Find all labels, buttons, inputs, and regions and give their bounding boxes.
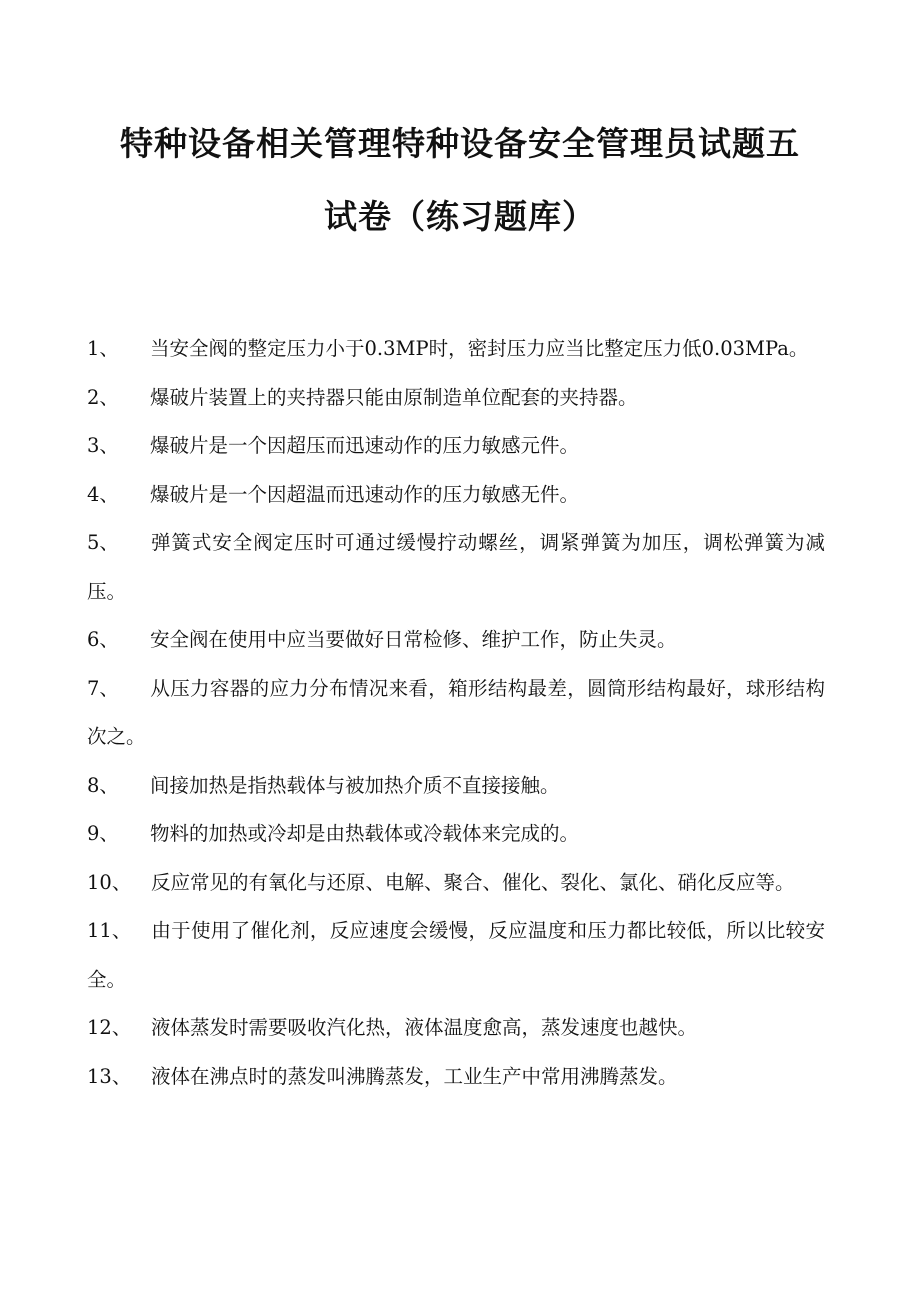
question-number: 4、 bbox=[87, 482, 119, 506]
question-item bbox=[87, 422, 825, 471]
question-text: 爆破片是一个因超压而迅速动作的压力敏感元件。 bbox=[150, 434, 580, 457]
question-number: 3、 bbox=[87, 434, 119, 457]
question-item bbox=[87, 1053, 825, 1102]
question-text: 由于使用了催化剂，反应速度会缓慢，反应温度和压力都比较低，所以比较安全。 bbox=[87, 919, 825, 991]
question-item bbox=[87, 374, 825, 423]
question-text: 间接加热是指热载体与被加热介质不直接接触。 bbox=[150, 773, 560, 797]
question-number: 11、 bbox=[87, 919, 132, 942]
document-title-line-1: 特种设备相关管理特种设备安全管理员试题五 bbox=[120, 124, 800, 163]
question-number: 5、 bbox=[87, 531, 119, 554]
question-number: 9、 bbox=[87, 822, 119, 845]
question-text: 弹簧式安全阀定压时可通过缓慢拧动螺丝，调紧弹簧为加压，调松弹簧为减压。 bbox=[87, 531, 825, 603]
question-item bbox=[87, 519, 825, 616]
question-text: 爆破片是一个因超温而迅速动作的压力敏感无件。 bbox=[150, 482, 580, 506]
question-item bbox=[87, 665, 825, 762]
question-number: 7、 bbox=[87, 676, 119, 700]
question-number: 6、 bbox=[87, 628, 119, 651]
question-item bbox=[87, 907, 825, 1004]
question-list bbox=[87, 325, 825, 1101]
document-title-line-2: 试卷（练习题库） bbox=[324, 197, 596, 236]
question-item bbox=[87, 810, 825, 859]
question-text: 爆破片装置上的夹持器只能由原制造单位配套的夹持器。 bbox=[150, 385, 638, 409]
question-text: 从压力容器的应力分布情况来看，箱形结构最差，圆筒形结构最好，球形结构次之。 bbox=[87, 676, 825, 748]
question-item bbox=[87, 762, 825, 811]
question-text: 液体蒸发时需要吸收汽化热，液体温度愈高，蒸发速度也越快。 bbox=[151, 1016, 698, 1039]
question-item bbox=[87, 1004, 825, 1053]
question-number: 13、 bbox=[87, 1064, 132, 1088]
question-number: 1、 bbox=[87, 337, 119, 360]
question-item bbox=[87, 616, 825, 665]
question-number: 12、 bbox=[87, 1016, 132, 1039]
question-number: 8、 bbox=[87, 773, 119, 797]
question-item bbox=[87, 471, 825, 520]
question-text: 液体在沸点时的蒸发叫沸腾蒸发，工业生产中常用沸腾蒸发。 bbox=[151, 1064, 678, 1088]
question-text: 物料的加热或冷却是由热载体或冷载体来完成的。 bbox=[150, 822, 580, 845]
question-item bbox=[87, 325, 825, 374]
question-text: 当安全阀的整定压力小于0.3MP时，密封压力应当比整定压力低0.03MPa。 bbox=[150, 337, 809, 360]
question-text: 反应常见的有氧化与还原、电解、聚合、催化、裂化、氯化、硝化反应等。 bbox=[151, 870, 795, 894]
question-number: 10、 bbox=[87, 870, 132, 894]
question-number: 2、 bbox=[87, 385, 119, 409]
question-item bbox=[87, 859, 825, 908]
question-text: 安全阀在使用中应当要做好日常检修、维护工作，防止失灵。 bbox=[150, 628, 677, 651]
